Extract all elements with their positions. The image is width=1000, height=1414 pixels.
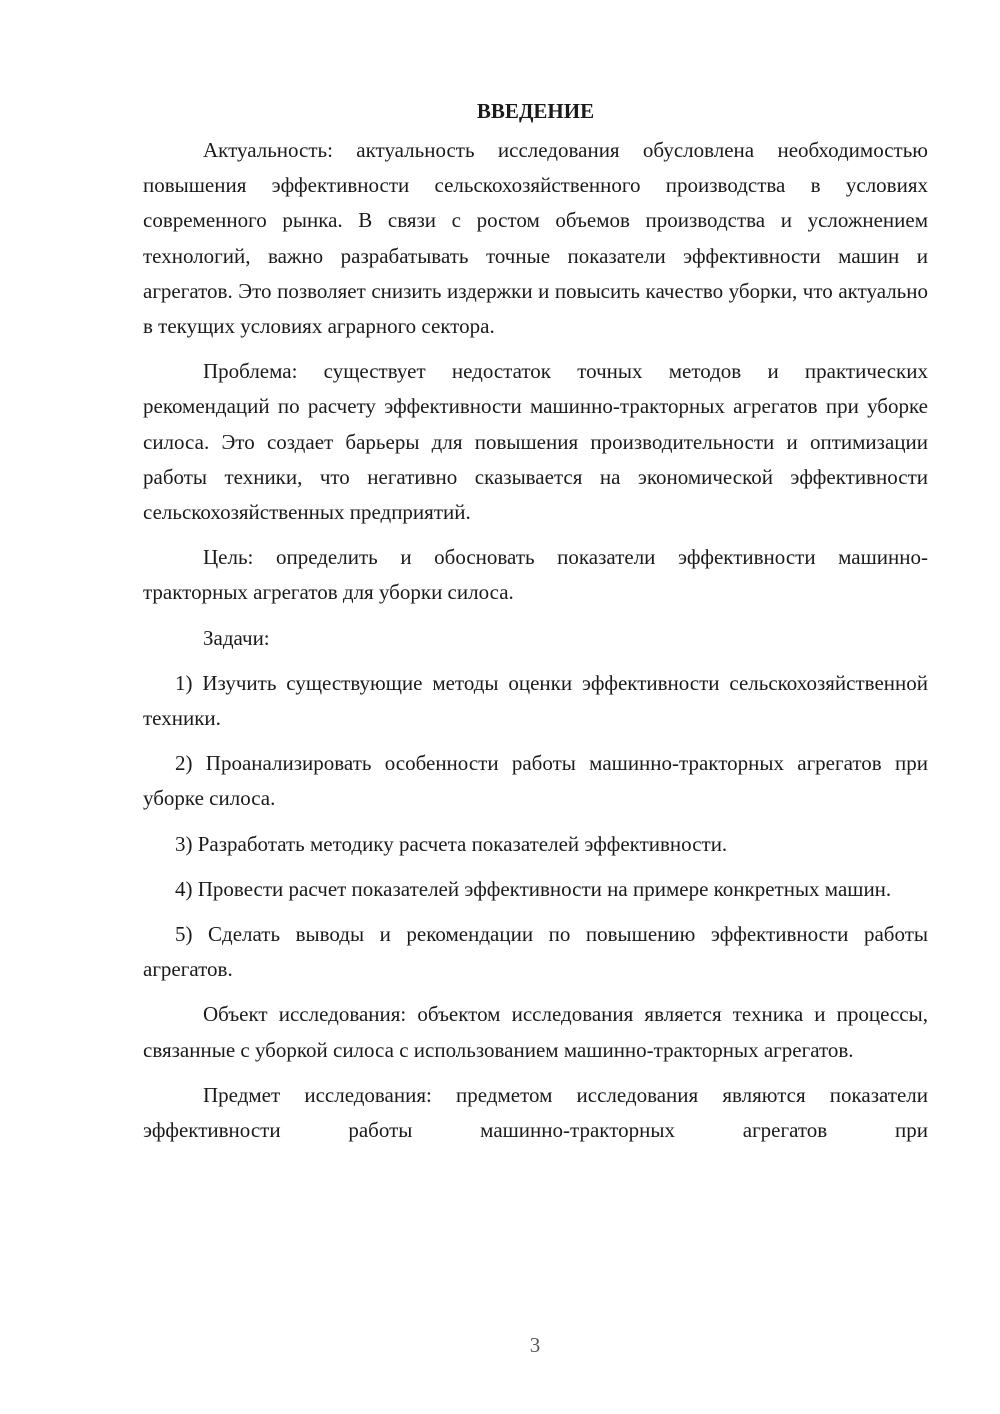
paragraph-problem: Проблема: существует недостаток точных методов и практических рекомендаций по расчету эффективности машинно-тракторных агрегатов при уборке силоса. Это создает барьеры для повышения производительности и оптимизации работы техники, что негативно сказывается на экономической эффективности сельскохозяйственных предприятий. [143,359,928,525]
section-heading: ВВЕДЕНИЕ [476,99,595,123]
paragraph-subject: Предмет исследования: предметом исследования являются показатели эффективности работы машинно-тракторных агрегатов при [143,1082,928,1143]
task-item-3: 3) Разработать методику расчета показателей эффективности. [175,831,728,856]
task-item-1: 1) Изучить существующие методы оценки эффективности сельскохозяйственной техники. [143,670,928,731]
paragraph-goal: Цель: определить и обосновать показатели эффективности машинно-тракторных агрегатов для уборки силоса. [143,545,928,605]
task-item-5: 5) Сделать выводы и рекомендации по повышению эффективности работы агрегатов. [143,922,928,982]
page-number: 3 [529,1333,541,1357]
paragraph-object: Объект исследования: объектом исследования является техника и процессы, связанные с уборкой силоса с использованием машинно-тракторных агрегатов. [143,1002,928,1062]
paragraph-relevance: Актуальность: актуальность исследования обусловлена необходимостью повышения эффективности сельскохозяйственного производства в условиях современного рынка. В связи с ростом объемов производства и усложнением технологий, важно разрабатывать точные показатели эффективности машин и агрегатов. Это позволяет снизить издержки и повысить качество уборки, что актуально в текущих условиях аграрного сектора. [143,138,928,339]
task-item-2: 2) Проанализировать особенности работы машинно-тракторных агрегатов при уборке силоса. [143,751,928,811]
document-body [143,90,928,1148]
tasks-label: Задачи: [203,625,270,650]
task-item-4: 4) Провести расчет показателей эффективности на примере конкретных машин. [175,876,892,901]
